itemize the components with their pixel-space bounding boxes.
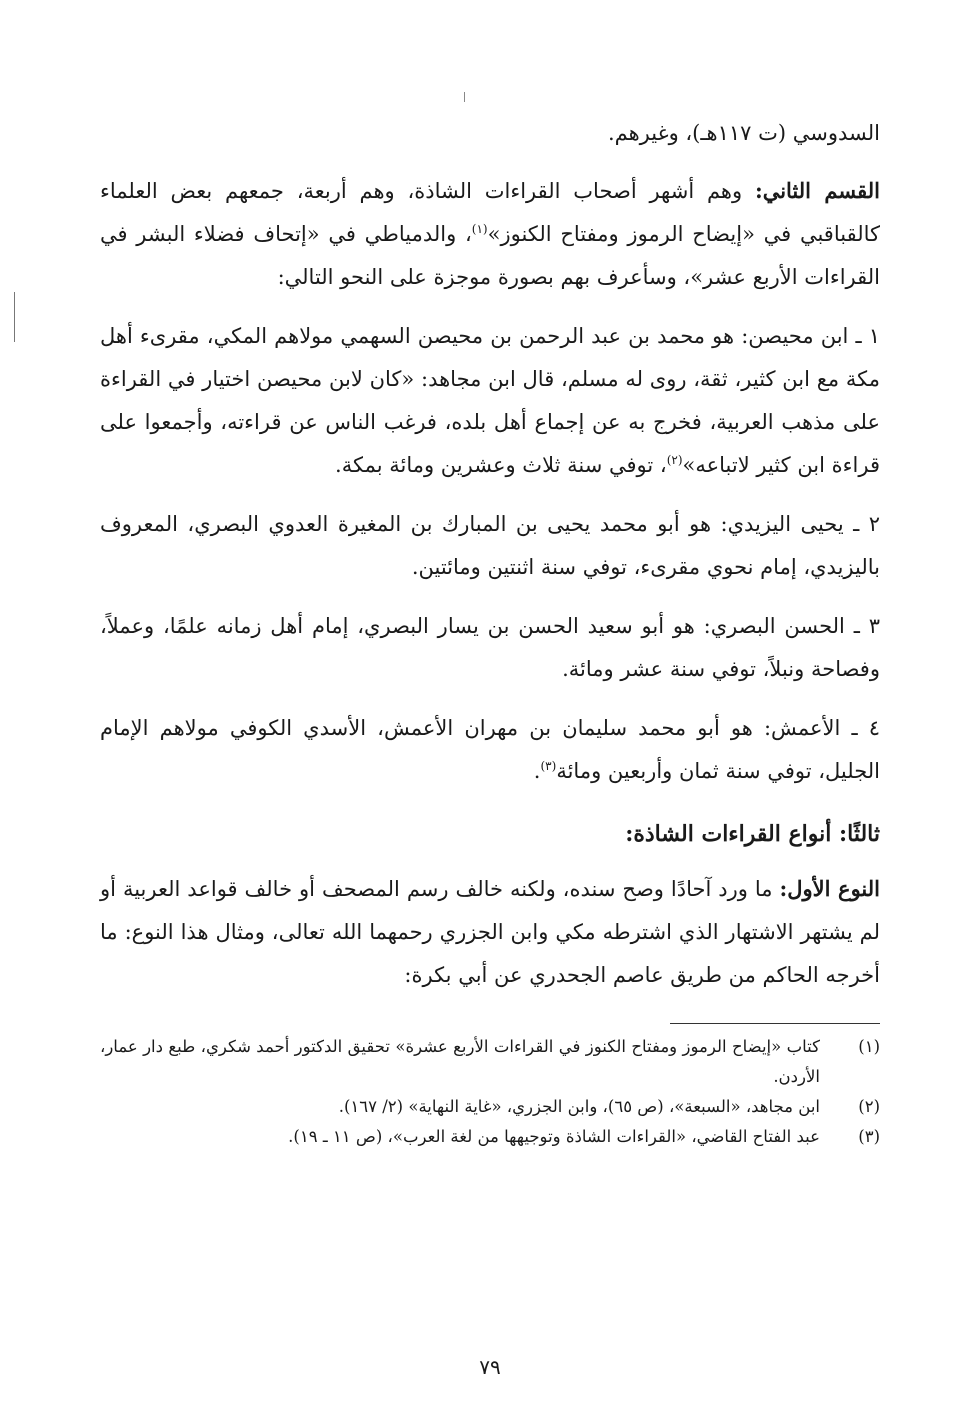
- type-one-lead: النوع الأول:: [779, 876, 880, 901]
- item-yahya-yazidi: [100, 503, 880, 589]
- page-number: ٧٩: [479, 1355, 501, 1379]
- item-4-text-a: هو أبو محمد سليمان بن مهران الأعمش، الأسدي الكوفي مولاهم الإمام الجليل، توفي سنة ثمان وأربعين ومائة: [100, 716, 880, 783]
- footnote-3-number: (٣): [858, 1127, 880, 1146]
- section-two-text-a: وهم أشهر أصحاب القراءات الشاذة، وهم أربعة، جمعهم بعض العلماء كالقباقبي في «إيضاح الرموز ومفتاح الكنوز»: [100, 179, 881, 246]
- footnote-1-number: (١): [858, 1037, 880, 1056]
- side-margin-mark: [14, 292, 15, 342]
- item-4-text-b: .: [533, 759, 541, 783]
- continuation-line: السدوسي (ت ١١٧هـ)، وغيرهم.: [607, 121, 880, 145]
- item-ibn-muhaysin: [100, 315, 880, 487]
- footnote-3-text: عبد الفتاح القاضي، «القراءات الشاذة وتوجيهها من لغة العرب»، (ص ١١ ـ ١٩).: [288, 1127, 820, 1146]
- footnote-1-text: كتاب «إيضاح الرموز ومفتاح الكنوز في القراءات الأربع عشرة» تحقيق الدكتور أحمد شكري، طبع دار عمار، الأردن.: [100, 1037, 820, 1086]
- item-1-text-a: هو محمد بن عبد الرحمن بن محيصن السهمي مولاهم المكي، مقرىء أهل مكة مع ابن كثير، ثقة، روى له مسلم، قال ابن مجاهد: «كان لابن محيصن اختيار في القراءة على مذهب العربية، فخرج به عن إجماع أهل بلده، فرغب الناس عن قراءته، وأجمعوا على قراءة ابن كثير لاتباعه»: [100, 324, 880, 477]
- section-two-text-b: ، والدمياطي في «إتحاف فضلاء البشر في القراءات الأربع عشر»، وسأعرف بهم بصورة موجزة على النحو التالي:: [100, 222, 880, 289]
- item-2-lead: ٢ ـ يحيى اليزيدي:: [720, 512, 880, 536]
- footnote-1: [100, 1032, 880, 1092]
- footnote-2-text: ابن مجاهد، «السبعة»، (ص ٦٥)، وابن الجزري، «غاية النهاية» (٢/ ١٦٧).: [338, 1097, 820, 1116]
- type-one-text: ما ورد آحادًا وصح سنده، ولكنه خالف رسم المصحف أو خالف قواعد العربية أو لم يشتهر الاشتهار الذي اشترطه مكي وابن الجزري رحمهما الله تعالى، ومثال هذا النوع: ما أخرجه الحاكم من طريق عاصم الجحدري عن أبي بكرة:: [100, 877, 880, 987]
- item-3-text: هو أبو سعيد الحسن بن يسار البصري، إمام أهل زمانه علمًا، وعملاً، وفصاحة ونبلاً، توفي سنة عشر ومائة.: [100, 614, 880, 681]
- item-3-lead: ٣ ـ الحسن البصري:: [703, 614, 880, 638]
- item-hasan-basri: [100, 605, 880, 691]
- footnote-ref-2[interactable]: (٢): [666, 453, 683, 467]
- section-three-heading: ثالثًا: أنواع القراءات الشاذة:: [625, 821, 880, 847]
- item-4-lead: ٤ ـ الأعمش:: [763, 716, 881, 740]
- footnote-2: [100, 1092, 880, 1122]
- footnote-ref-1[interactable]: (١): [471, 222, 488, 236]
- footnotes: [100, 1032, 880, 1152]
- item-amash: [100, 707, 880, 793]
- type-one-paragraph: [100, 867, 880, 997]
- item-1-text-b: ، توفي سنة ثلاث وعشرين ومائة بمكة.: [335, 453, 667, 477]
- footnote-ref-3[interactable]: (٣): [540, 759, 557, 773]
- top-margin-mark: [464, 92, 465, 102]
- item-1-lead: ١ ـ ابن محيصن:: [741, 324, 881, 348]
- page-body: [100, 112, 880, 1152]
- item-2-text: هو أبو محمد يحيى بن المبارك بن المغيرة العدوي البصري، المعروف باليزيدي، إمام نحوي مقرىء، توفي سنة اثنتين ومائتين.: [100, 512, 880, 579]
- footnote-separator: [670, 1023, 880, 1024]
- section-two-lead: القسم الثاني:: [754, 178, 880, 203]
- footnote-3: [100, 1122, 880, 1152]
- footnote-2-number: (٢): [858, 1097, 880, 1116]
- section-two-paragraph: [100, 169, 880, 299]
